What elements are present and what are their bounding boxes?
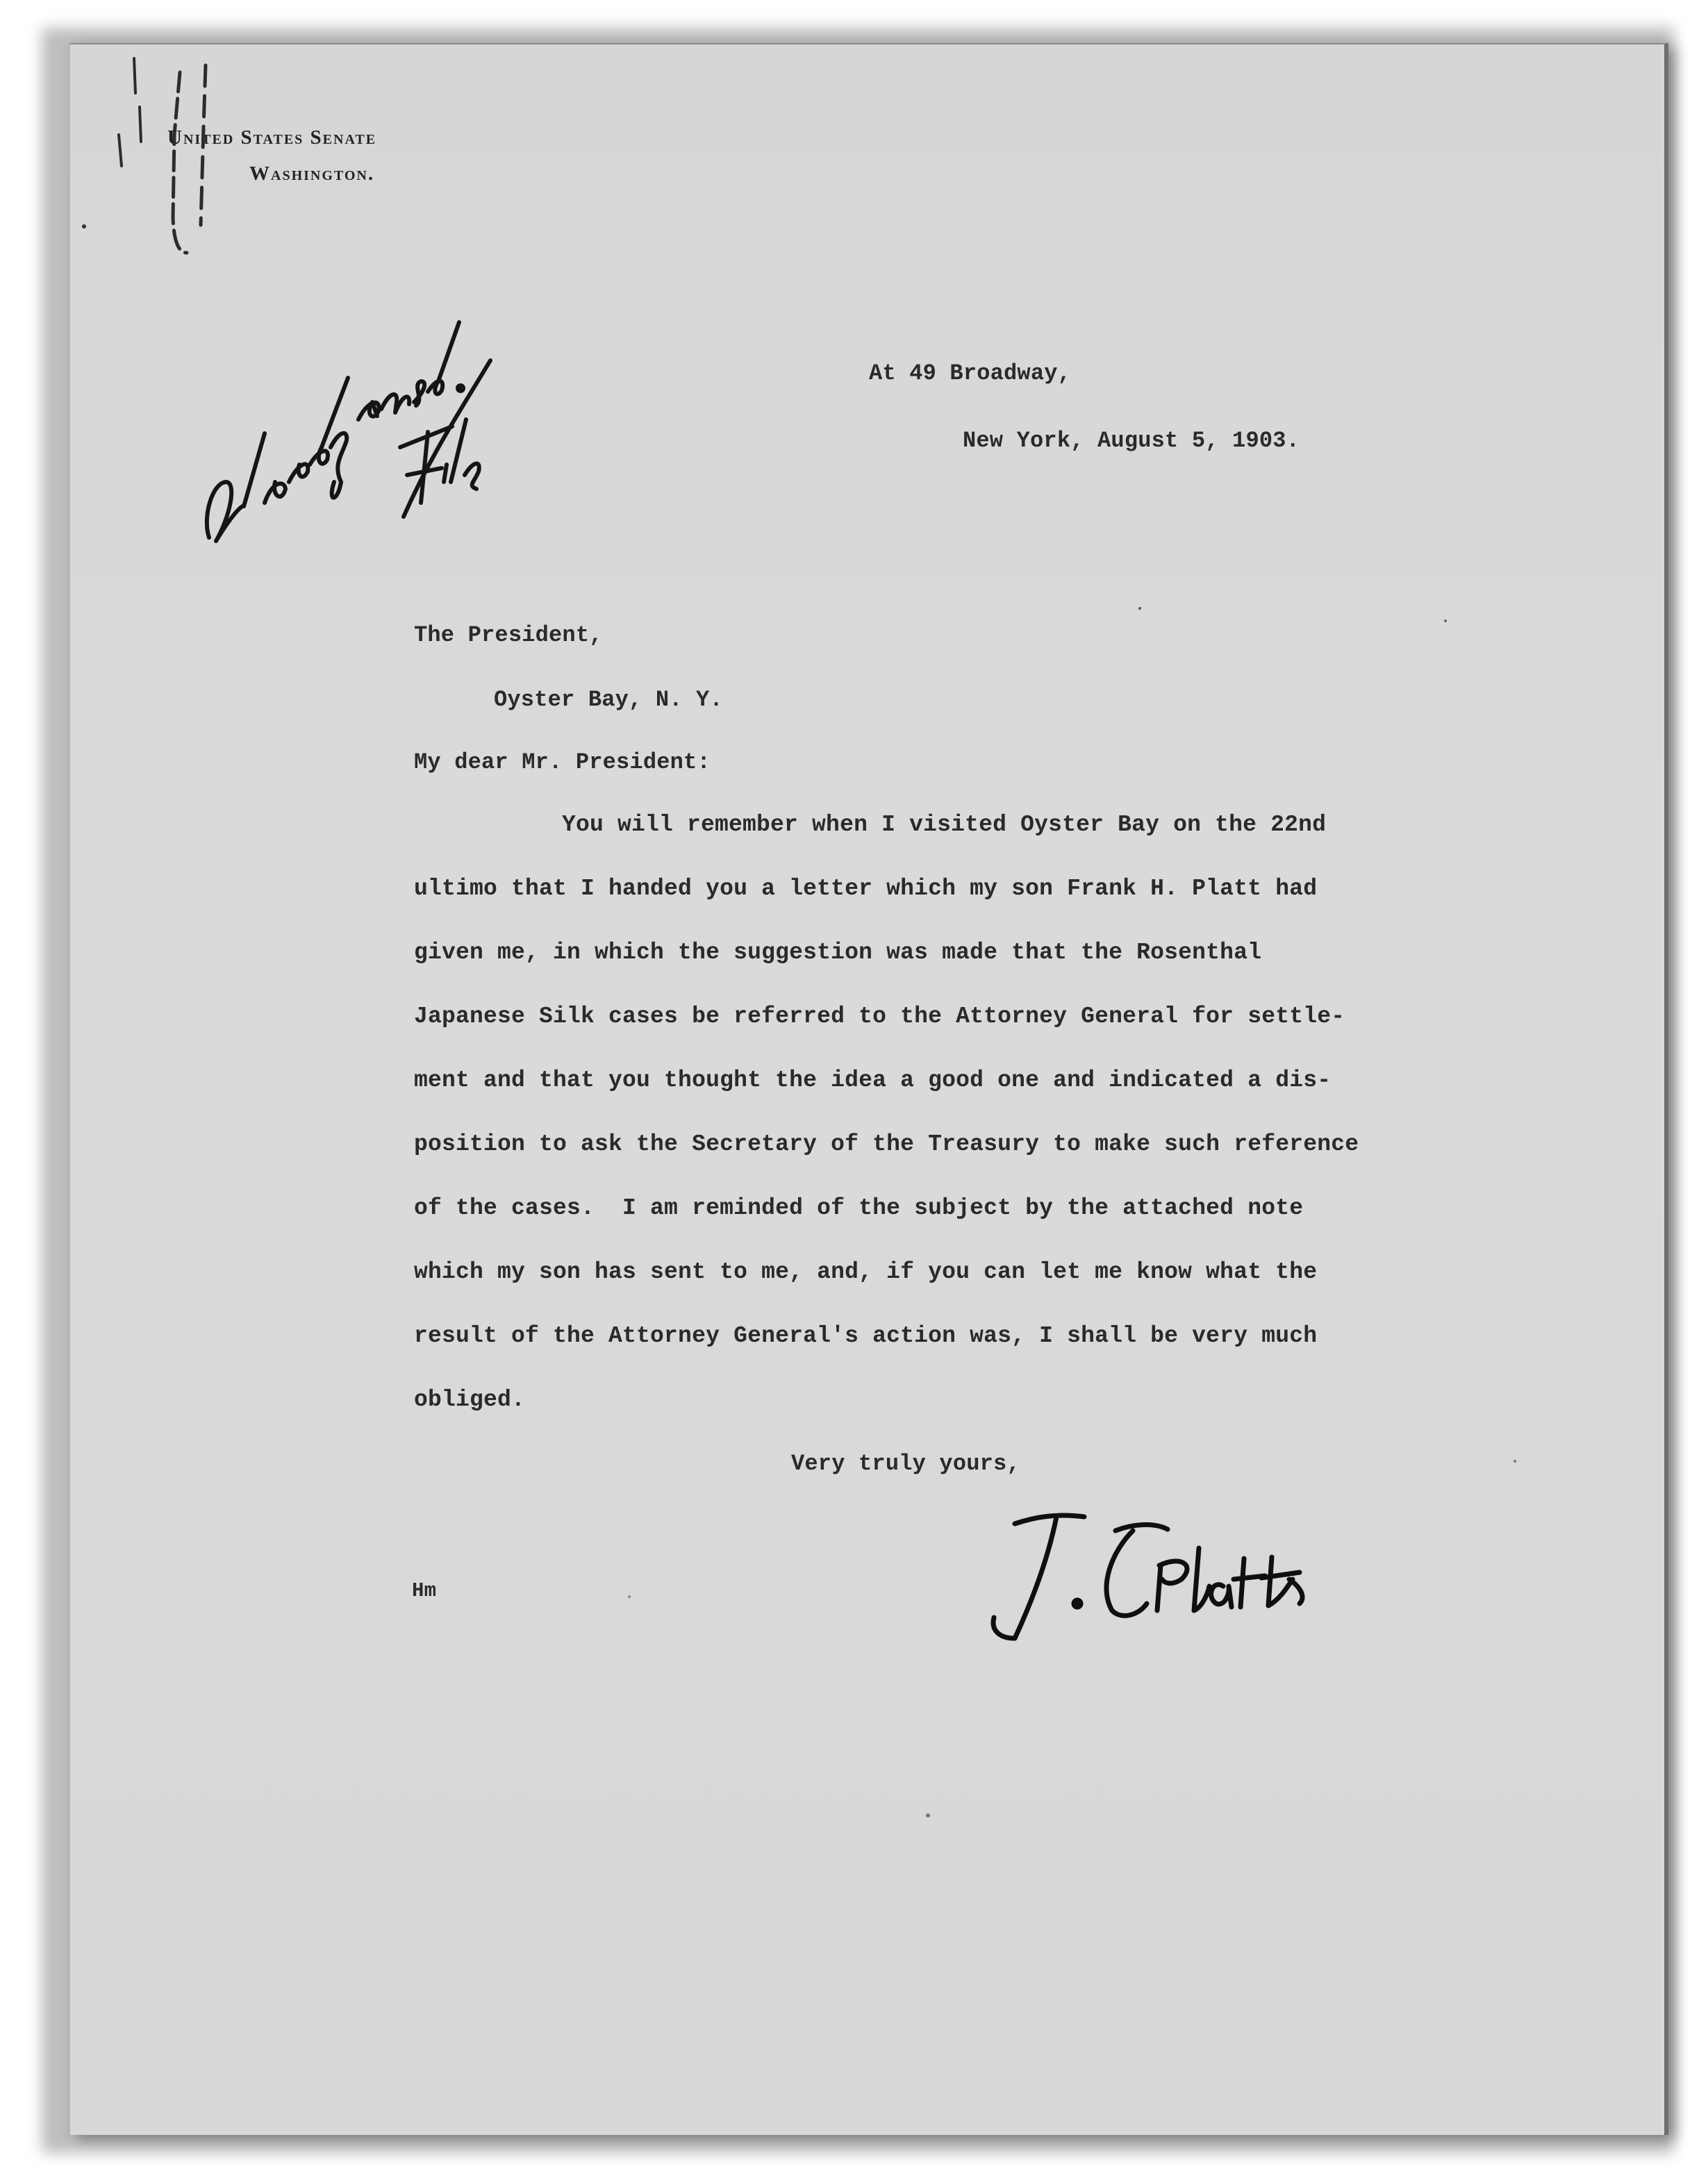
dateline-address: At 49 Broadway,: [869, 360, 1072, 386]
body-line: of the cases. I am reminded of the subject by the attached note: [414, 1195, 1304, 1221]
body-line: which my son has sent to me, and, if you can let me know what the: [414, 1259, 1318, 1285]
typist-initials: Hm: [412, 1579, 437, 1602]
signature: [973, 1475, 1362, 1656]
letterhead-washington: Washington.: [249, 163, 375, 185]
filing-mark-drawing: [70, 44, 279, 322]
letter-page: [69, 43, 1668, 2135]
recipient-location: Oyster Bay, N. Y.: [494, 687, 723, 713]
body-line: result of the Attorney General's action was, I shall be very much: [414, 1323, 1318, 1349]
body-first-line: You will remember when I visited Oyster Bay on the 22nd: [562, 812, 1327, 838]
body-line: obliged.: [414, 1387, 526, 1413]
letterhead-senate: United States Senate: [167, 126, 377, 149]
handwritten-annotation: [160, 274, 508, 572]
body-line: ment and that you thought the idea a good one and indicated a dis-: [414, 1067, 1332, 1093]
closing: Very truly yours,: [791, 1451, 1020, 1477]
body-line: Japanese Silk cases be referred to the Attorney General for settle-: [414, 1004, 1345, 1029]
dateline-place-date: New York, August 5, 1903.: [963, 428, 1300, 454]
body-line: position to ask the Secretary of the Treasury to make such reference: [414, 1131, 1359, 1157]
body-line: ultimo that I handed you a letter which my son Frank H. Platt had: [414, 876, 1318, 901]
body-line: given me, in which the suggestion was made that the Rosenthal: [414, 940, 1262, 965]
salutation: My dear Mr. President:: [414, 749, 711, 775]
recipient-name: The President,: [414, 622, 603, 648]
